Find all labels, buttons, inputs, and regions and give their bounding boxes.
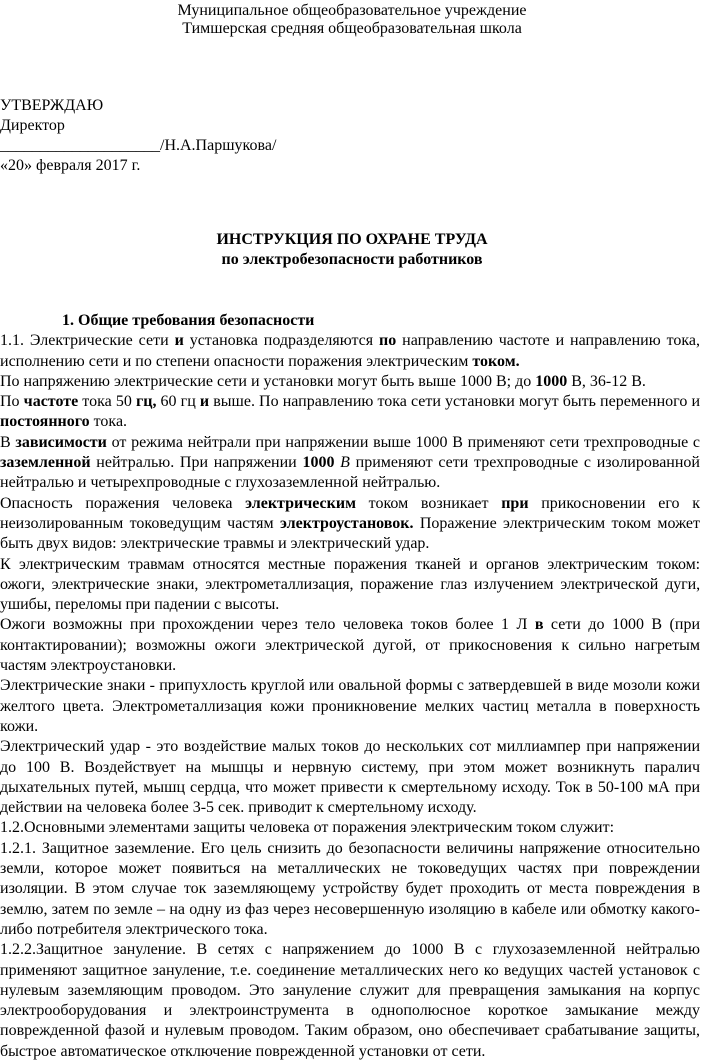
p4-bold-b: зависимости [15, 433, 107, 451]
p3-bold-f: и [199, 393, 210, 411]
paragraph-2 [0, 372, 700, 392]
approval-block [0, 96, 276, 176]
approval-line-4: «20» февраля 2017 г. [0, 157, 141, 174]
paragraph-7 [0, 615, 700, 676]
p3-bold-b: частоте [23, 393, 79, 411]
p4-text-e: нейтралью. При напряжении [90, 454, 303, 472]
p5-text-a: Опасность поражения человека [0, 494, 246, 512]
p2-text-c: до [511, 372, 536, 390]
paragraph-11: 1.2.1. Защитное заземление. Его цель снизить до безопасности величины напряжение относительно земли, которое может появиться на металлических не токоведущих частях при повреждении изоляции. В этом случае ток заземляющему устройству будет проходить от места повреждения в землю, затем по земле – на одну из фаз через несовершенную изоляцию в кабеле или обмотку какого-либо потребителя электрического тока. [0, 839, 700, 938]
p5-text-e: прикосновении его к неизолированным токоведущим частям [0, 494, 701, 532]
p3-bold-h: постоянного [0, 413, 90, 431]
p1-bold-b: и [174, 332, 184, 350]
document-title [0, 230, 704, 270]
p3-text-a: По [0, 393, 24, 411]
section-heading: 1. Общие требования безопасности [62, 312, 315, 329]
p1-bold-f: током. [472, 352, 520, 370]
p4-text-a: В [0, 433, 16, 451]
p5-text-g: Поражение электрическим током может быть двух видов: электрические травмы и электрический удар. [0, 514, 701, 553]
header-line-1: Муниципальное общеобразовательное учреждение [177, 2, 527, 19]
paragraph-1 [0, 331, 700, 372]
approval-line-1: УТВЕРЖДАЮ [0, 97, 104, 114]
paragraph-9: Электрический удар - это воздействие малых токов до нескольких сот миллиампер при напряжении до 100 В. Воздействует на мышцы и нервную систему, при этом может возникнуть паралич дыхательных путей, мышц сердца, что может привести к смертельному исходу. Ток в 50-100 мА при действии на человека более 3-5 сек. приводит к смертельному исходу. [0, 738, 700, 817]
p4-text-c: от режима нейтрали при напряжении выше 1000 В применяют сети трехпроводные с [106, 433, 701, 451]
title-line-1: ИНСТРУКЦИЯ ПО ОХРАНЕ ТРУДА [216, 231, 488, 248]
paragraph-12: 1.2.2.Защитное зануление. В сетях с напряжением до 1000 В с глухозаземленной нейтралью применяют защитное зануление, т.е. соединение металлических него ко ведущих частей установок с нулевым заземляющим проводом. Это зануление служит для превращения замыкания на корпус электрооборудования и электроинструмента в однополюсное короткое замыкание между поврежденной фазой и нулевым проводом. Таким образом, оно обеспечивает срабатывание защиты, быстрое автоматическое отключение поврежденной установки от сети. [0, 941, 700, 1060]
p3-text-c: тока 50 [78, 393, 136, 411]
paragraph-4 [0, 433, 700, 494]
p3-bold-d: гц, [135, 393, 157, 411]
p2-text-b: ; [506, 372, 512, 390]
paragraph-5 [0, 494, 700, 555]
p2-text-e: В, 36-12 В. [567, 372, 646, 390]
p4-bold-f: 1000 [302, 454, 335, 472]
p4-text-h: применяют сети трехпроводные с изолированной нейтралью и четырехпроводные с глухозаземленной нейтралью. [0, 454, 700, 492]
approval-line-3: ____________________/Н.А.Паршукова/ [0, 137, 277, 154]
document-body [0, 311, 700, 1062]
p7-text-a: Ожоги возможны при прохождении через тело человека токов более 1 Л [0, 616, 535, 634]
p1-text-a: 1.1. Электрические сети [0, 332, 175, 350]
p4-bold-d: заземленной [0, 454, 91, 472]
header-line-2: Тимшерская средняя общеобразовательная школа [182, 20, 522, 37]
school-header [0, 2, 704, 38]
p1-text-c: установка подразделяются [183, 332, 380, 350]
p5-bold-f: электроустановок. [280, 514, 414, 532]
p4-italic-g: В [334, 454, 350, 472]
paragraph-8: Электрические знаки - припухлость круглой или овальной формы с затвердевшей в виде мозоли кожи желтого цвета. Электрометаллизация кожи проникновение мелких частиц металла в поверхность кожи. [0, 677, 700, 735]
title-line-2: по электробезопасности работников [221, 251, 483, 268]
approval-line-2: Директор [0, 117, 65, 134]
p1-bold-d: по [379, 332, 397, 350]
p1-text-e: направлению частоте и направлению тока, исполнению сети и по степени опасности поражения электрическим [0, 332, 701, 370]
paragraph-10: 1.2.Основными элементами защиты человека от поражения электрическим током служит: [0, 819, 615, 837]
p5-bold-b: электрическим [245, 494, 356, 512]
p7-bold-b: в [534, 616, 544, 634]
p3-text-e: 60 гц [156, 393, 200, 411]
paragraph-6: К электрическим травмам относятся местные поражения тканей и органов электрическим током: ожоги, электрические знаки, электрометаллизация, поражение глаз излучением электрической дуги, ушибы, переломы при падении с высоты. [0, 555, 700, 614]
p5-text-c: током возникает [355, 494, 502, 512]
p3-text-i: тока. [89, 413, 128, 431]
p7-text-c: сети до 1000 В (при контактировании); возможны ожоги электрической дугой, от прикосновения к сильно нагретым частям электроустановки. [0, 616, 701, 675]
p5-bold-d: при [501, 494, 529, 512]
p2-text-a: По напряжению электрические сети и установки могут быть выше 1000 В [0, 372, 507, 390]
p3-text-g: выше. По направлению тока сети установки могут быть переменного и [209, 393, 701, 411]
paragraph-3 [0, 392, 700, 433]
p2-bold-d: 1000 [535, 372, 568, 390]
